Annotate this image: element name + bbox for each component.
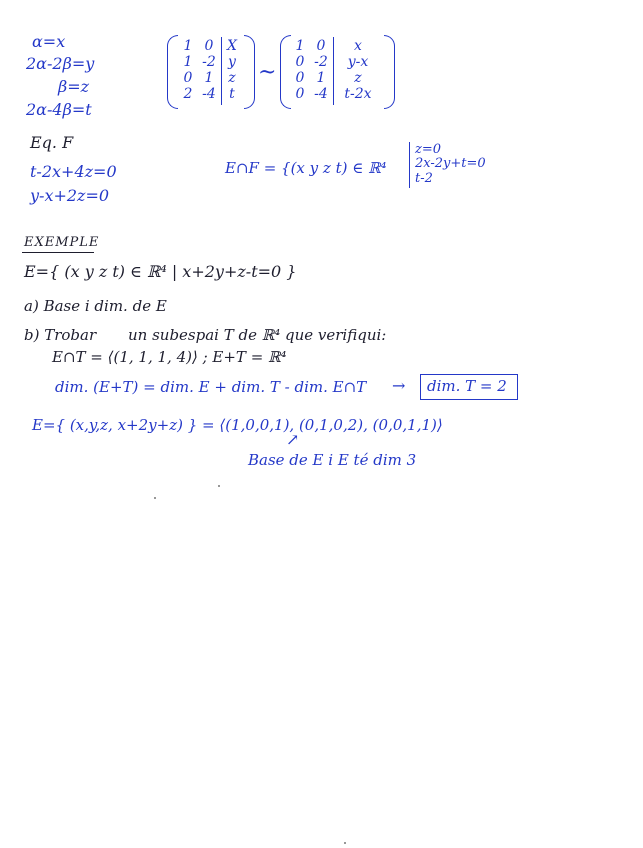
matrix1-cell: 1: [183, 54, 193, 70]
matrix2-cell: 0: [316, 38, 326, 54]
matrix2: [291, 38, 383, 102]
system-line-2: 2α-2β=y: [26, 54, 95, 73]
matrix2-cell: 0: [295, 86, 305, 102]
matrix2-cell: t-2x: [344, 86, 372, 102]
system-line-1: α=x: [32, 32, 66, 51]
intersection-eq-3: t-2: [415, 171, 433, 186]
matrix1-divider: [221, 37, 222, 105]
implies-arrow: →: [392, 376, 406, 395]
eq-f-line-1: t-2x+4z=0: [30, 162, 117, 181]
matrix1-cell: z: [228, 70, 236, 86]
system-line-4: 2α-4β=t: [26, 100, 92, 119]
row-equivalence-tilde: ~: [258, 60, 277, 85]
intersection-eq-1: z=0: [415, 142, 442, 157]
dimension-formula: dim. (E+T) = dim. E + dim. T - dim. E∩T: [55, 378, 367, 396]
matrix2-cell: z: [354, 70, 362, 86]
example-condition: E∩T = ⟨(1, 1, 1, 4)⟩ ; E+T = ℝ⁴: [52, 348, 287, 366]
matrix1-cell: y: [228, 54, 236, 70]
eq-f-line-2: y-x+2z=0: [30, 186, 110, 205]
matrix2-cell: 1: [295, 38, 305, 54]
matrix2-cell: 1: [316, 70, 326, 86]
example-heading: EXEMPLE: [24, 235, 100, 250]
example-item-b-prefix: b) Trobar: [24, 326, 97, 344]
example-heading-underline: [22, 252, 94, 253]
matrix1: [178, 38, 244, 102]
matrix1-cell: -2: [202, 54, 216, 70]
matrix1-left-paren: [167, 35, 178, 109]
matrix2-divider: [333, 37, 334, 105]
base-note-arrow: ↗: [286, 430, 300, 449]
e-parametrization: E={ (x,y,z, x+2y+z) } = ⟨(1,0,0,1), (0,1,0,2), (0,0,1,1)⟩: [32, 416, 443, 434]
example-item-b-rest: un subespai T de ℝ⁴ que verifiqui:: [128, 326, 387, 344]
example-item-a: a) Base i dim. de E: [24, 297, 167, 315]
intersection-prefix: E∩F = {(x y z t) ∈ ℝ⁴: [225, 159, 387, 177]
matrix1-cell: t: [229, 86, 235, 102]
matrix2-cell: -4: [314, 86, 328, 102]
example-set-definition: E={ (x y z t) ∈ ℝ⁴ | x+2y+z-t=0 }: [24, 262, 297, 281]
matrix2-cell: y-x: [347, 54, 369, 70]
stray-mark: [344, 842, 346, 844]
matrix2-cell: -2: [314, 54, 328, 70]
matrix1-cell: 2: [183, 86, 193, 102]
base-note: Base de E i E té dim 3: [248, 451, 417, 469]
dim-result: dim. T = 2: [427, 377, 507, 395]
matrix2-left-paren: [280, 35, 291, 109]
matrix1-cell: 0: [183, 70, 193, 86]
system-line-3: β=z: [58, 77, 90, 96]
matrix1-right-paren: [244, 35, 255, 109]
intersection-bar: [409, 142, 410, 188]
matrix1-cell: 1: [183, 38, 193, 54]
matrix1-cell: 1: [204, 70, 214, 86]
matrix1-cell: -4: [202, 86, 216, 102]
matrix2-cell: 0: [295, 70, 305, 86]
intersection-eq-2: 2x-2y+t=0: [415, 156, 486, 171]
eq-f-label: Eq. F: [30, 133, 74, 152]
matrix2-cell: 0: [295, 54, 305, 70]
stray-mark: [218, 485, 220, 487]
matrix2-cell: x: [354, 38, 362, 54]
matrix1-cell: 0: [204, 38, 214, 54]
stray-mark: [154, 497, 156, 499]
matrix2-right-paren: [384, 35, 395, 109]
matrix1-cell: X: [227, 38, 237, 54]
